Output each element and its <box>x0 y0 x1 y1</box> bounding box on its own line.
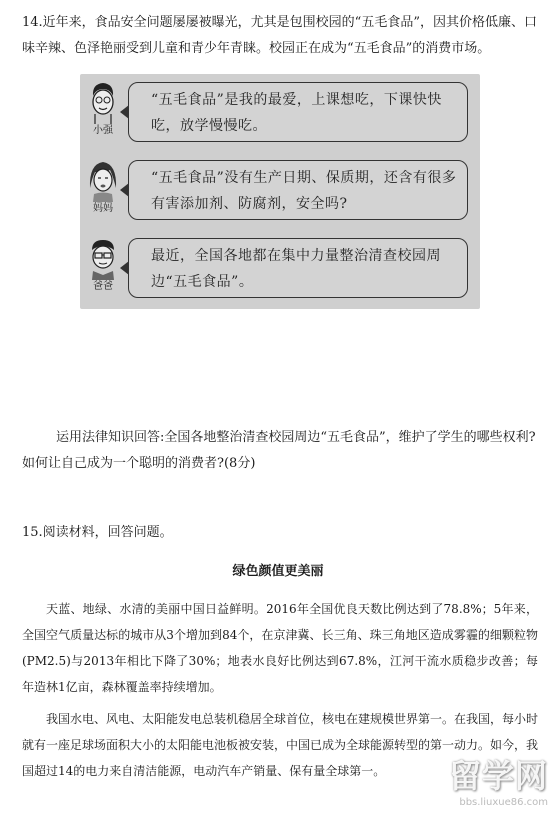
man-face-icon <box>86 236 120 280</box>
avatar <box>86 236 120 304</box>
site-watermark <box>408 751 548 808</box>
comic-panel-xiaoqiang <box>80 74 480 152</box>
material-paragraph: 我国水电、风电、太阳能发电总装机稳居全球首位，核电在建规模世界第一。在我国，每小时就有一座足球场面积大小的太阳能电池板被安装，中国已成为全球能源转型的第一动力。如今，我国超过14的电力来自清洁能源，电动汽车产销量、保有量全球第一。 <box>22 712 539 778</box>
character-name: 小强 <box>93 125 113 136</box>
material-paragraph: 天蓝、地绿、水清的美丽中国日益鲜明。2016年全国优良天数比例达到了78.8%；5年来，全国空气质量达标的城市从3个增加到84个，在京津冀、长三角、珠三角地区造成雾霾的细颗粒物(PM2.5)与2013年相比下降了30%；地表水良好比例达到67.8%，江河干流水质稳步改善；每年造林1亿亩，森林覆盖率持续增加。 <box>22 602 538 694</box>
woman-face-icon <box>86 158 120 202</box>
avatar <box>86 158 120 226</box>
comic-illustration <box>80 74 480 309</box>
character-name: 妈妈 <box>93 203 113 214</box>
question-15-intro: 15.阅读材料，回答问题。 <box>22 525 173 540</box>
avatar <box>86 80 120 148</box>
question-14-prompt: 运用法律知识回答:全国各地整治清查校园周边“五毛食品”，维护了学生的哪些权利?如何让自己成为一个聪明的消费者?(8分) <box>22 430 536 471</box>
watermark-logo: 留学网 <box>448 757 548 795</box>
comic-panel-father <box>80 230 480 308</box>
character-name: 爸爸 <box>93 281 113 292</box>
comic-panel-mother <box>80 152 480 230</box>
material-title: 绿色颜值更美丽 <box>232 564 324 579</box>
speech-bubble: “五毛食品”没有生产日期、保质期，还含有很多有害添加剂、防腐剂，安全吗? <box>128 160 468 220</box>
question-14-intro: 14.近年来，食品安全问题屡屡被曝光，尤其是包围校园的“五毛食品”，因其价格低廉、口味辛辣、色泽艳丽受到儿童和青少年青睐。校园正在成为“五毛食品”的消费市场。 <box>22 15 537 56</box>
speech-bubble: 最近，全国各地都在集中力量整治清查校园周边“五毛食品”。 <box>128 238 468 298</box>
speech-bubble: “五毛食品”是我的最爱，上课想吃，下课快快吃，放学慢慢吃。 <box>128 82 468 142</box>
watermark-url: bbs.liuxue86.com <box>459 797 548 808</box>
boy-face-icon <box>86 80 120 124</box>
